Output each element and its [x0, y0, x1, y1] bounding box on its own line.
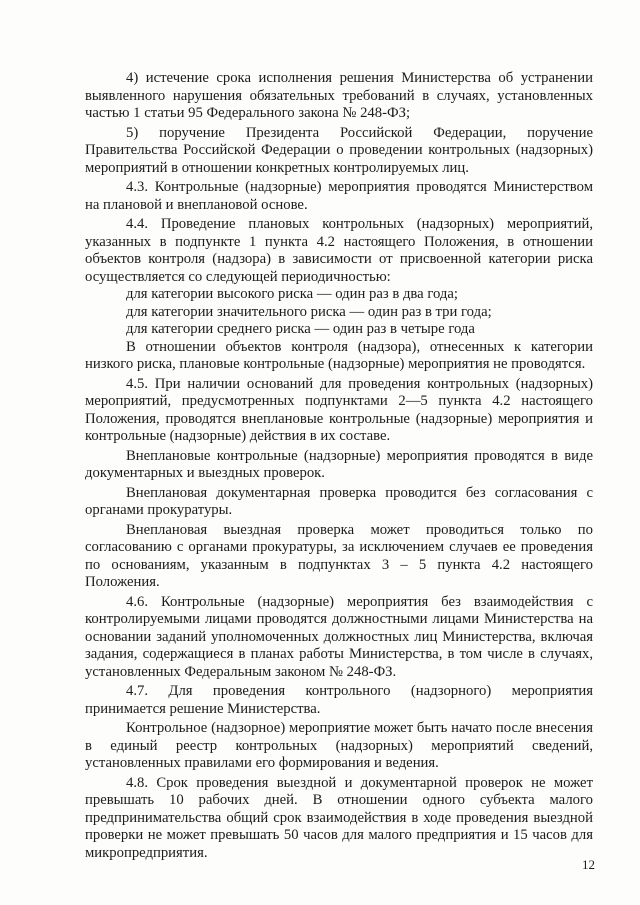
paragraph-item-4: 4) истечение срока исполнения решения Министерства об устранении выявленного нарушения обязательных требований в случаях, установленных частью 1 статьи 95 Федерального закона № 248-ФЗ; — [85, 70, 593, 121]
documentary-check-paragraph: Внеплановая документарная проверка проводится без согласования с органами прокуратуры. — [85, 484, 593, 518]
paragraph-item-5: 5) поручение Президента Российской Федерации, поручение Правительства Российской Федерации о проведении контрольных (надзорных) мероприятий в отношении конкретных контролируемых лиц. — [85, 124, 593, 176]
risk-medium-line: для категории среднего риска — один раз в четыре года — [126, 321, 475, 337]
field-check-paragraph: Внеплановая выездная проверка может проводиться только по согласованию с органами прокуратуры, за исключением случаев ее проведения по основаниям, указанным в подпунктах 3 – 5 пункта 4.2 настоящего Положения. — [85, 521, 593, 590]
document-body — [85, 70, 593, 862]
paragraph-4-5: 4.5. При наличии оснований для проведения контрольных (надзорных) мероприятий, предусмотренных подпунктами 2—5 пункта 4.2 настоящего Положения, проводятся внеплановые контрольные (надзорные) мероприятия и контрольные (надзорные) действия в их составе. — [85, 375, 593, 444]
page-number: 12 — [582, 857, 595, 872]
risk-high-line: для категории высокого риска — один раз в два года; — [126, 286, 459, 302]
paragraph-4-7: 4.7. Для проведения контрольного (надзорного) мероприятия принимается решение Министерства. — [85, 683, 593, 717]
registry-paragraph: Контрольное (надзорное) мероприятие может быть начато после внесения в единый реестр контрольных (надзорных) мероприятий сведений, установленных правилами его формирования и ведения. — [85, 720, 593, 771]
paragraph-4-8: 4.8. Срок проведения выездной и документарной проверок не может превышать 10 рабочих дней. В отношении одного субъекта малого предпринимательства общий срок взаимодействия в ходе проведения выездной проверки не может превышать 50 часов для малого предприятия и 15 часов для микропредприятия. — [85, 774, 593, 861]
paragraph-4-3: 4.3. Контрольные (надзорные) мероприятия проводятся Министерством на плановой и внеплановой основе. — [85, 179, 593, 213]
risk-low-paragraph: В отношении объектов контроля (надзора), отнесенных к категории низкого риска, плановые контрольные (надзорные) мероприятия не проводятся. — [85, 338, 593, 372]
unscheduled-forms-paragraph: Внеплановые контрольные (надзорные) мероприятия проводятся в виде документарных и выездных проверок. — [85, 447, 593, 481]
paragraph-4-6: 4.6. Контрольные (надзорные) мероприятия без взаимодействия с контролируемыми лицами проводятся должностными лицами Министерства на основании заданий уполномоченных должностных лиц Министерства, включая задания, содержащиеся в планах работы Министерства, в том числе в случаях, установленных Федеральным законом № 248-ФЗ. — [85, 593, 593, 680]
paragraph-4-4: 4.4. Проведение плановых контрольных (надзорных) мероприятий, указанных в подпункте 1 пункта 4.2 настоящего Положения, в отношении объектов контроля (надзора) в зависимости от присвоенной категории риска осуществляется со следующей периодичностью: — [85, 216, 593, 285]
risk-significant-line: для категории значительного риска — один раз в три года; — [126, 303, 492, 320]
